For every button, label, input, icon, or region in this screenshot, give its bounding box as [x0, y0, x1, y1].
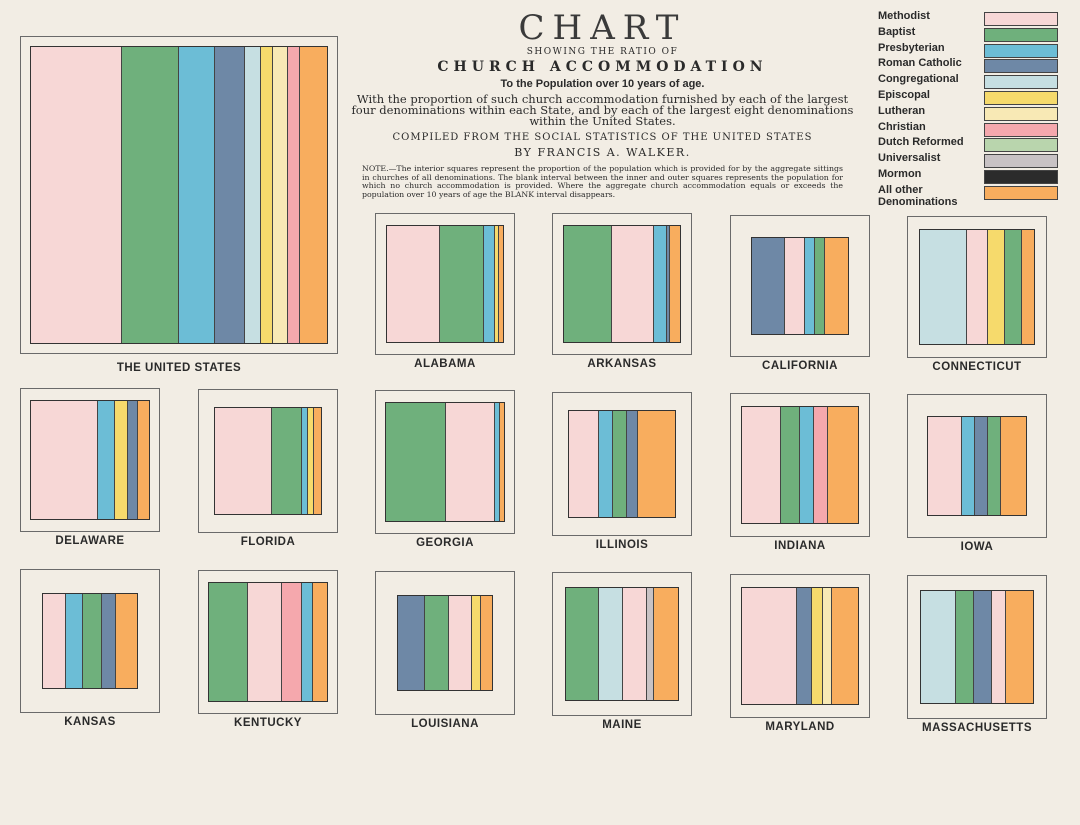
denomination-stripe	[805, 238, 815, 335]
accommodation-square	[42, 593, 139, 690]
denomination-stripe	[992, 591, 1007, 703]
accommodation-square	[568, 410, 675, 517]
chart-compiled-line: COMPILED FROM THE SOCIAL STATISTICS OF THE UNITED STATES	[392, 132, 813, 143]
denomination-stripe	[1001, 417, 1027, 515]
chart-note: NOTE.—The interior squares represent the proportion of the population which is provided for by the aggregate sittings in churches of all denominations. The blank interval between the inner and outer squares represents the population for which no church accommodation is provided. Where the aggregate church accommodation equals or exceeds the population over 10 years of age the BLANK interval disappears.	[362, 164, 843, 199]
denomination-stripe	[215, 408, 272, 513]
accommodation-square	[30, 400, 150, 520]
state-label: CONNECTICUT	[932, 361, 1022, 373]
accommodation-square	[927, 416, 1027, 516]
denomination-stripe	[638, 411, 675, 516]
accommodation-square	[919, 229, 1035, 345]
chart-subtitle-showing: SHOWING THE RATIO OF	[526, 47, 679, 57]
state-panel	[907, 216, 1047, 373]
state-label: DELAWARE	[55, 535, 125, 547]
legend-label: Congregational	[878, 73, 959, 86]
denomination-stripe	[742, 407, 782, 524]
denomination-stripe	[122, 47, 179, 343]
denomination-stripe	[1006, 591, 1033, 703]
accommodation-square	[741, 587, 859, 705]
state-label: THE UNITED STATES	[116, 362, 242, 374]
legend-label: All other Denominations	[878, 183, 958, 208]
denomination-stripe	[832, 588, 858, 704]
denomination-stripe	[273, 47, 288, 343]
denomination-stripe	[956, 591, 974, 703]
state-label: KENTUCKY	[234, 717, 302, 729]
state-panel	[730, 574, 870, 733]
legend-label: Methodist	[878, 10, 930, 22]
denomination-stripe	[179, 47, 215, 343]
denomination-stripe	[449, 596, 472, 691]
state-panel	[20, 36, 338, 374]
denomination-stripe	[499, 226, 504, 343]
denomination-stripe	[814, 407, 828, 524]
denomination-stripe	[248, 583, 282, 701]
legend-label: Baptist	[878, 25, 916, 38]
state-label: MAINE	[602, 719, 642, 731]
state-label: ARKANSAS	[587, 358, 657, 370]
denomination-stripe	[974, 591, 992, 703]
accommodation-square	[386, 225, 505, 344]
denomination-stripe	[781, 407, 800, 524]
denomination-stripe	[440, 226, 483, 343]
denomination-stripe	[398, 596, 425, 691]
denomination-stripe	[116, 594, 137, 689]
denomination-stripe	[564, 226, 611, 342]
state-panel	[198, 389, 338, 548]
denomination-stripe	[612, 226, 655, 342]
state-label: ALABAMA	[414, 358, 476, 370]
state-panel	[375, 390, 515, 549]
state-panel	[552, 572, 692, 731]
denomination-stripe	[387, 226, 441, 343]
accommodation-square	[30, 46, 328, 344]
accommodation-square	[741, 406, 860, 525]
denomination-stripe	[785, 238, 804, 335]
denomination-stripe	[484, 226, 496, 343]
denomination-stripe	[647, 588, 655, 700]
denomination-stripe	[302, 583, 313, 701]
denomination-stripe	[752, 238, 786, 335]
state-panel	[198, 570, 338, 729]
denomination-stripe	[920, 230, 967, 344]
denomination-stripe	[282, 583, 302, 701]
denomination-stripe	[975, 417, 988, 515]
state-label: FLORIDA	[240, 536, 296, 548]
chart-main-title: CHURCH ACCOMMODATION	[437, 59, 768, 75]
state-panel	[375, 571, 515, 730]
legend-label: Mormon	[878, 167, 922, 180]
state-panel	[552, 392, 692, 551]
denomination-stripe	[988, 230, 1005, 344]
denomination-stripe	[988, 417, 1001, 515]
denomination-stripe	[800, 407, 814, 524]
denomination-stripe	[623, 588, 646, 700]
denomination-stripe	[928, 417, 962, 515]
chart-population-line: To the Population over 10 years of age.	[500, 78, 705, 90]
denomination-stripe	[272, 408, 301, 513]
denomination-stripe	[66, 594, 83, 689]
chart-author: BY FRANCIS A. WALKER.	[514, 146, 691, 159]
denomination-stripe	[1005, 230, 1022, 344]
chart-description: With the proportion of such church accommodation furnished by each of the largest four denominations within each State, and by each of the largest eight denominations within the United States.	[351, 92, 854, 128]
denomination-stripe	[128, 401, 139, 519]
denomination-stripe	[815, 238, 826, 335]
accommodation-square	[565, 587, 679, 701]
denomination-stripe	[472, 596, 481, 691]
denomination-stripe	[31, 47, 122, 343]
state-panel	[730, 393, 870, 552]
denomination-stripe	[300, 47, 327, 343]
accommodation-square	[397, 595, 494, 692]
accommodation-square	[920, 590, 1034, 704]
legend-label: Roman Catholic	[878, 57, 962, 70]
state-label: MARYLAND	[765, 721, 835, 733]
legend-label: Dutch Reformed	[878, 136, 964, 149]
legend-label: Universalist	[878, 152, 941, 165]
denomination-stripe	[98, 401, 115, 519]
accommodation-square	[208, 582, 328, 702]
denomination-stripe	[500, 403, 504, 521]
denomination-stripe	[261, 47, 273, 343]
denomination-stripe	[83, 594, 102, 689]
chart-title: CHART	[518, 8, 687, 48]
denomination-stripe	[825, 238, 848, 335]
denomination-stripe	[962, 417, 975, 515]
state-label: LOUISIANA	[411, 718, 479, 730]
state-panel	[375, 213, 515, 370]
denomination-stripe	[209, 583, 248, 701]
denomination-stripe	[742, 588, 797, 704]
denomination-stripe	[627, 411, 638, 516]
accommodation-square	[385, 402, 505, 522]
denomination-stripe	[613, 411, 628, 516]
denomination-stripe	[921, 591, 956, 703]
state-label: MASSACHUSETTS	[921, 722, 1032, 734]
state-panel	[730, 215, 870, 372]
accommodation-square	[563, 225, 681, 343]
denomination-stripe	[828, 407, 858, 524]
state-label: ILLINOIS	[595, 539, 649, 551]
accommodation-square	[214, 407, 321, 514]
denomination-stripe	[446, 403, 494, 521]
denomination-stripe	[313, 583, 327, 701]
state-label: IOWA	[960, 541, 994, 553]
denomination-stripe	[654, 226, 667, 342]
legend-label: Presbyterian	[878, 41, 945, 54]
state-panel	[907, 575, 1047, 734]
legend-label: Christian	[878, 120, 926, 133]
denomination-stripe	[102, 594, 116, 689]
denomination-stripe	[425, 596, 449, 691]
state-label: INDIANA	[774, 540, 826, 552]
denomination-stripe	[967, 230, 989, 344]
denomination-stripe	[245, 47, 260, 343]
denomination-stripe	[670, 226, 679, 342]
denomination-stripe	[1022, 230, 1034, 344]
state-panel	[907, 394, 1047, 553]
denomination-stripe	[481, 596, 492, 691]
denomination-stripe	[43, 594, 67, 689]
state-label: GEORGIA	[416, 537, 474, 549]
legend-label: Episcopal	[878, 88, 930, 101]
denomination-stripe	[138, 401, 149, 519]
denomination-stripe	[31, 401, 98, 519]
legend-label: Lutheran	[878, 104, 926, 117]
denomination-stripe	[386, 403, 446, 521]
denomination-stripe	[599, 588, 624, 700]
accommodation-square	[751, 237, 850, 336]
denomination-stripe	[654, 588, 677, 700]
denomination-stripe	[599, 411, 613, 516]
denomination-stripe	[115, 401, 128, 519]
denomination-stripe	[812, 588, 824, 704]
denomination-stripe	[215, 47, 245, 343]
state-panel	[20, 388, 160, 547]
denomination-stripe	[566, 588, 598, 700]
denomination-stripe	[288, 47, 300, 343]
state-panel	[20, 569, 160, 728]
state-label: KANSAS	[64, 716, 116, 728]
denomination-stripe	[569, 411, 598, 516]
denomination-stripe	[823, 588, 832, 704]
state-label: CALIFORNIA	[762, 360, 838, 372]
state-panel	[552, 213, 692, 370]
denomination-stripe	[797, 588, 812, 704]
denomination-stripe	[314, 408, 320, 513]
